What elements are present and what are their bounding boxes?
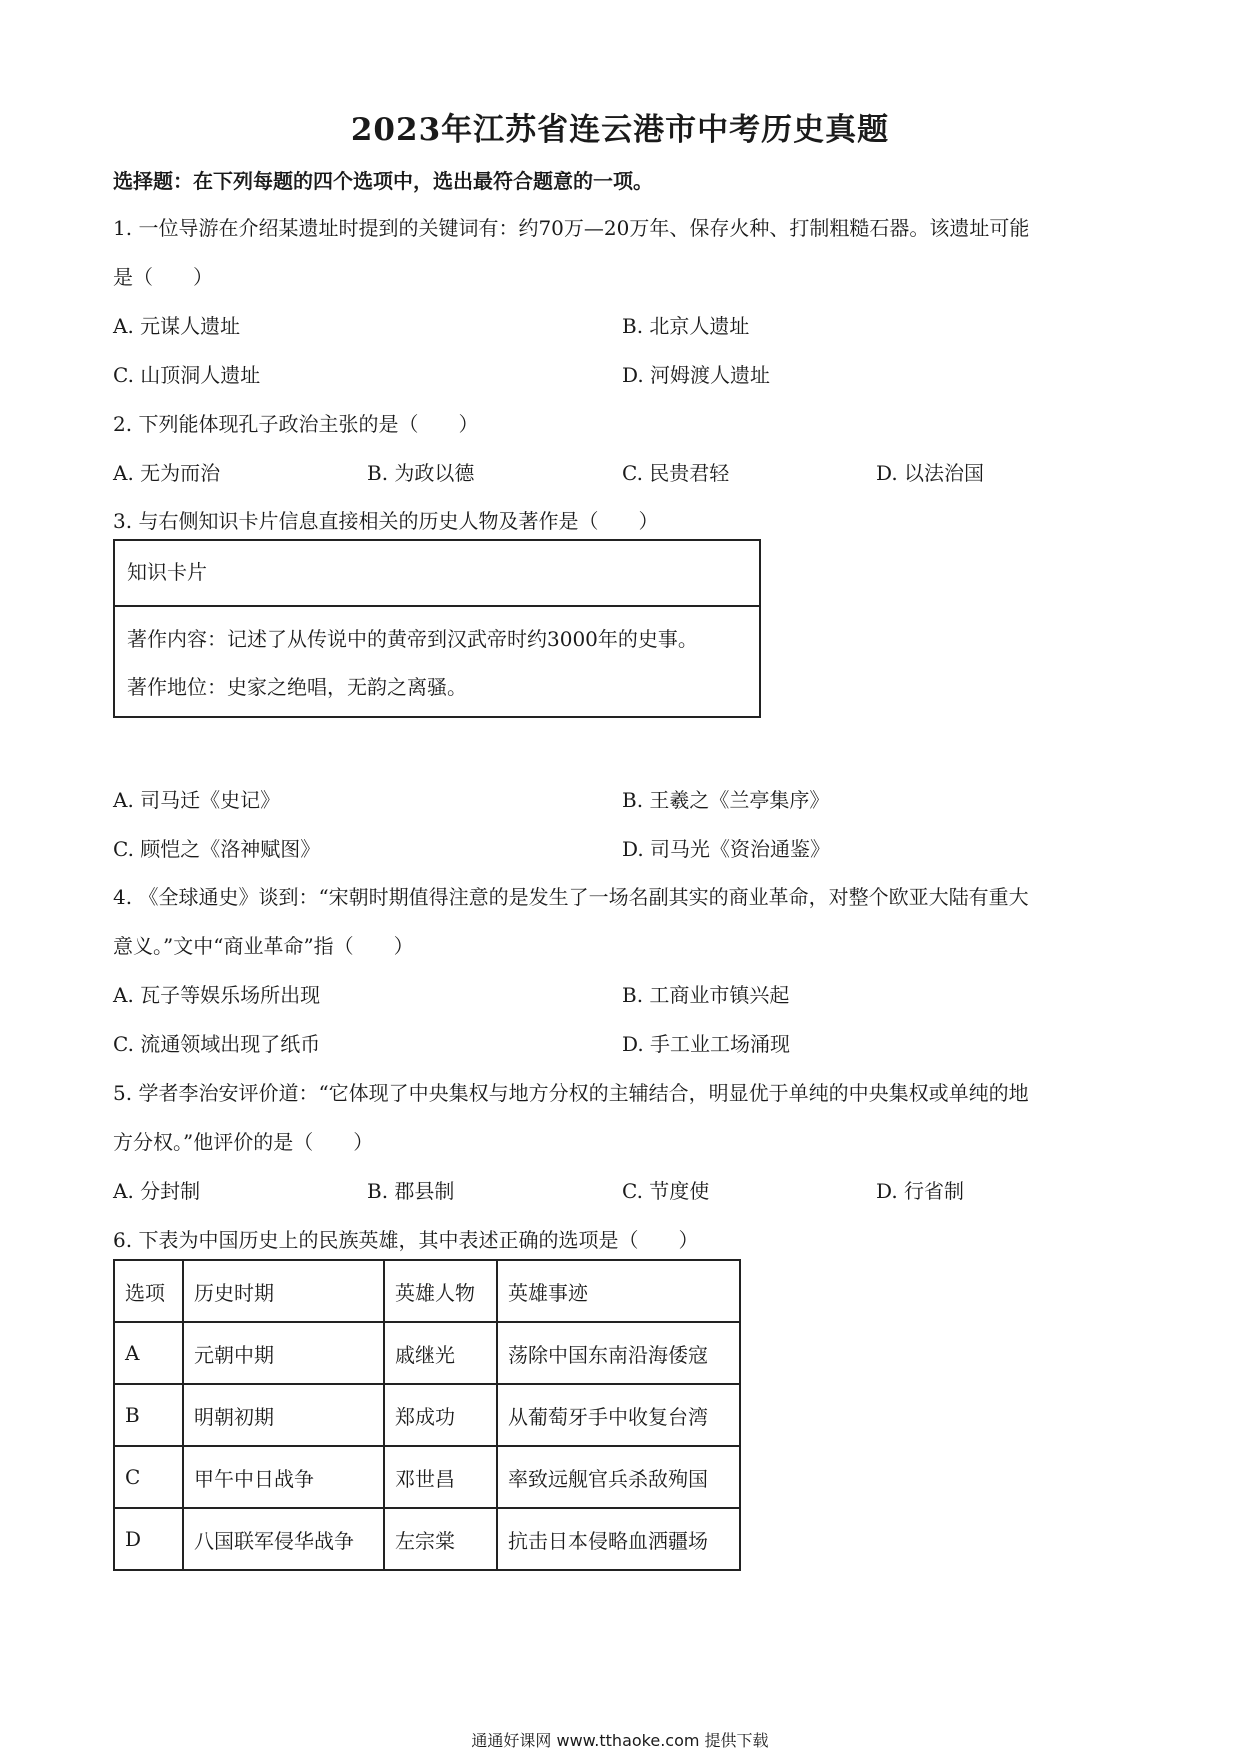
q1-option-a: A. 元谋人遗址 <box>113 314 241 338</box>
table-cell: 郑成功 <box>384 1384 497 1446</box>
q4-stem-line-2: 意义。”文中“商业革命”指（ ） <box>113 934 414 958</box>
table-row <box>114 1322 740 1384</box>
q3-option-b: B. 王羲之《兰亭集序》 <box>622 788 830 812</box>
q6-stem: 6. 下表为中国历史上的民族英雄，其中表述正确的选项是（ ） <box>113 1228 699 1252</box>
q4-option-c: C. 流通领域出现了纸币 <box>113 1032 321 1056</box>
table-cell: 明朝初期 <box>183 1384 384 1446</box>
table-cell: 八国联军侵华战争 <box>183 1508 384 1570</box>
q3-option-c: C. 顾恺之《洛神赋图》 <box>113 837 321 861</box>
knowledge-card <box>113 539 761 718</box>
knowledge-card-line-2: 著作地位：史家之绝唱，无韵之离骚。 <box>127 675 467 699</box>
table-row <box>114 1384 740 1446</box>
q5-option-d: D. 行省制 <box>876 1179 965 1203</box>
q5-option-a: A. 分封制 <box>113 1179 201 1203</box>
table-cell: 戚继光 <box>384 1322 497 1384</box>
table-cell: 甲午中日战争 <box>183 1446 384 1508</box>
table-header-cell: 英雄事迹 <box>497 1260 740 1322</box>
table-row <box>114 1508 740 1570</box>
table-header-cell: 历史时期 <box>183 1260 384 1322</box>
table-header-cell: 选项 <box>114 1260 183 1322</box>
q1-option-d: D. 河姆渡人遗址 <box>622 363 771 387</box>
q1-stem-line-2: 是（ ） <box>113 265 213 289</box>
q5-option-b: B. 郡县制 <box>367 1179 455 1203</box>
q5-option-c: C. 节度使 <box>622 1179 710 1203</box>
knowledge-card-line-1: 著作内容：记述了从传说中的黄帝到汉武帝时约3000年的史事。 <box>127 627 698 651</box>
table-cell: 率致远舰官兵杀敌殉国 <box>497 1446 740 1508</box>
q2-option-d: D. 以法治国 <box>876 461 985 485</box>
table-row <box>114 1446 740 1508</box>
q2-stem: 2. 下列能体现孔子政治主张的是（ ） <box>113 412 479 436</box>
q3-stem: 3. 与右侧知识卡片信息直接相关的历史人物及著作是（ ） <box>113 509 659 533</box>
q1-stem-line-1: 1. 一位导游在介绍某遗址时提到的关键词有：约70万—20万年、保存火种、打制粗糙石器。该遗址可能 <box>113 216 1030 240</box>
table-cell: 抗击日本侵略血洒疆场 <box>497 1508 740 1570</box>
heroes-table <box>113 1259 741 1571</box>
q1-option-b: B. 北京人遗址 <box>622 314 750 338</box>
q3-option-a: A. 司马迁《史记》 <box>113 788 281 812</box>
q4-option-a: A. 瓦子等娱乐场所出现 <box>113 983 321 1007</box>
page-footer: 通通好课网 www.tthaoke.com 提供下载 <box>471 1731 769 1750</box>
table-cell: C <box>114 1446 183 1508</box>
q4-stem-line-1: 4. 《全球通史》谈到：“宋朝时期值得注意的是发生了一场名副其实的商业革命，对整个欧亚大陆有重大 <box>113 885 1029 909</box>
table-header-cell: 英雄人物 <box>384 1260 497 1322</box>
knowledge-card-heading: 知识卡片 <box>115 541 759 607</box>
table-cell: 邓世昌 <box>384 1446 497 1508</box>
q5-stem-line-1: 5. 学者李治安评价道：“它体现了中央集权与地方分权的主辅结合，明显优于单纯的中央集权或单纯的地 <box>113 1081 1029 1105</box>
q1-option-c: C. 山顶洞人遗址 <box>113 363 261 387</box>
table-cell: B <box>114 1384 183 1446</box>
q2-option-a: A. 无为而治 <box>113 461 221 485</box>
q3-option-d: D. 司马光《资治通鉴》 <box>622 837 831 861</box>
knowledge-card-body <box>115 607 759 719</box>
table-header-row <box>114 1260 740 1322</box>
q2-option-b: B. 为政以德 <box>367 461 475 485</box>
q4-option-d: D. 手工业工场涌现 <box>622 1032 791 1056</box>
q2-option-c: C. 民贵君轻 <box>622 461 730 485</box>
table-cell: 左宗棠 <box>384 1508 497 1570</box>
table-cell: D <box>114 1508 183 1570</box>
table-cell: 元朝中期 <box>183 1322 384 1384</box>
q4-option-b: B. 工商业市镇兴起 <box>622 983 790 1007</box>
table-cell: A <box>114 1322 183 1384</box>
page-title: 2023年江苏省连云港市中考历史真题 <box>350 112 890 148</box>
section-heading: 选择题：在下列每题的四个选项中，选出最符合题意的一项。 <box>113 169 653 193</box>
q5-stem-line-2: 方分权。”他评价的是（ ） <box>113 1130 374 1154</box>
table-cell: 从葡萄牙手中收复台湾 <box>497 1384 740 1446</box>
table-cell: 荡除中国东南沿海倭寇 <box>497 1322 740 1384</box>
